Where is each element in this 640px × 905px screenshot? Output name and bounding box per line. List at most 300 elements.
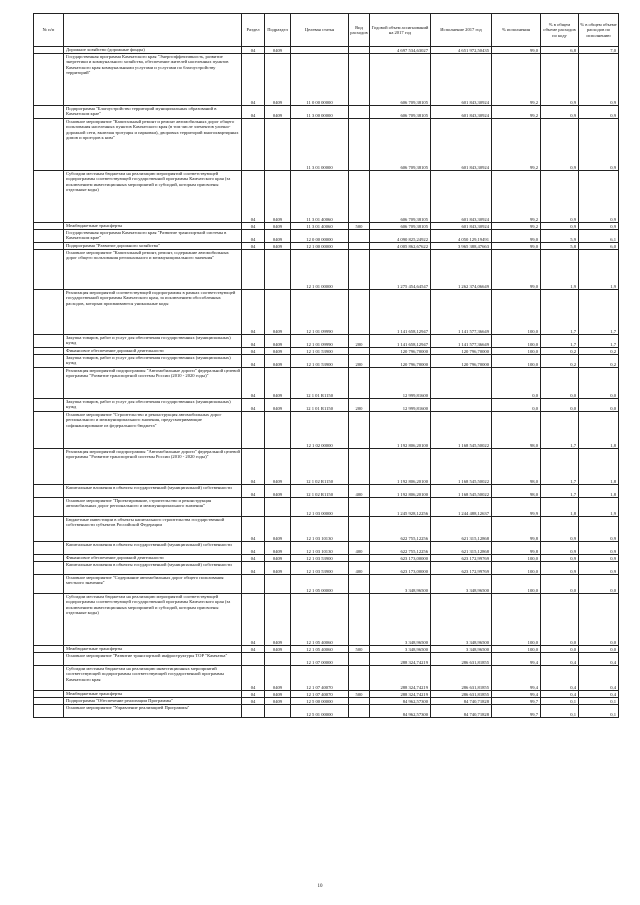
cell-podrazdel — [265, 412, 291, 449]
cell-num — [34, 368, 64, 399]
table-header-row — [34, 14, 619, 47]
cell-share-exec: 6,1 — [579, 230, 619, 243]
cell-share-exec: 0,4 — [579, 691, 619, 698]
cell-name: Подпрограмма "Развитие дорожного хозяйства" — [64, 243, 242, 250]
cell-fact: 1 244 488,12637 — [431, 498, 492, 517]
cell-pct: 100,0 — [492, 355, 541, 368]
cell-csr: 12 1 01 53900 — [291, 355, 349, 368]
cell-name: Основное мероприятие "Капитальный ремонт и ремонт автомобильных дорог общего пользования населенных пунктов Камчатского края (в том числе элементов улично-дорожной сети, включая тротуары и парковки), дворовых территорий многоквартирных домов и проездов к ним" — [64, 119, 242, 171]
cell-csr: 12 1 03 10130 — [291, 542, 349, 555]
cell-podrazdel — [265, 705, 291, 718]
cell-fact: 4 050 129,19491 — [431, 230, 492, 243]
cell-share-exec: 0,0 — [579, 399, 619, 412]
table-row — [34, 646, 619, 653]
cell-name: Основное мероприятие "Проектирование, строительство и реконструкция автомобильных дорог регионального и межмуниципального значения" — [64, 498, 242, 517]
cell-num — [34, 106, 64, 119]
header-name — [64, 14, 242, 47]
cell-podrazdel — [265, 119, 291, 171]
cell-vr — [349, 449, 370, 485]
cell-vr: 200 — [349, 399, 370, 412]
cell-share-total: 1,7 — [541, 485, 579, 498]
cell-share-exec: 0,1 — [579, 698, 619, 705]
cell-vr — [349, 250, 370, 290]
cell-share-exec: 0,0 — [579, 594, 619, 646]
cell-razdel — [242, 705, 265, 718]
cell-razdel: 04 — [242, 171, 265, 223]
cell-num — [34, 646, 64, 653]
cell-plan: 1 275 454,64547 — [370, 250, 431, 290]
cell-razdel: 04 — [242, 517, 265, 542]
cell-pct: 99,4 — [492, 666, 541, 691]
cell-vr: 400 — [349, 485, 370, 498]
cell-razdel: 04 — [242, 368, 265, 399]
cell-plan: 288 324,74219 — [370, 653, 431, 666]
cell-plan: 606 709,38105 — [370, 223, 431, 230]
cell-plan: 606 709,38105 — [370, 54, 431, 106]
cell-num — [34, 399, 64, 412]
cell-name: Основное мероприятие "Капитальный ремонт, ремонт, содержание автомобильных дорог общего пользования регионального и межмуниципального значения" — [64, 250, 242, 290]
cell-num — [34, 485, 64, 498]
cell-num — [34, 594, 64, 646]
cell-podrazdel: 0409 — [265, 646, 291, 653]
header-fact: Исполнение 2017 год — [431, 14, 492, 47]
cell-pct: 99,0 — [492, 47, 541, 54]
cell-plan: 1 245 928,12256 — [370, 498, 431, 517]
cell-vr — [349, 666, 370, 691]
cell-share-total: 0,4 — [541, 691, 579, 698]
cell-csr: 12 1 03 10130 — [291, 517, 349, 542]
cell-share-total: 1,7 — [541, 335, 579, 348]
cell-fact: 84 740,71828 — [431, 705, 492, 718]
cell-vr — [349, 594, 370, 646]
table-body — [34, 47, 619, 718]
cell-csr: 12 1 03 53900 — [291, 555, 349, 562]
cell-razdel: 04 — [242, 594, 265, 646]
cell-plan: 623 173,00000 — [370, 555, 431, 562]
cell-plan: 622 755,12256 — [370, 517, 431, 542]
cell-num — [34, 54, 64, 106]
cell-num — [34, 666, 64, 691]
cell-share-exec: 0,9 — [579, 106, 619, 119]
cell-name: Финансовое обеспечение дорожной деятельности — [64, 555, 242, 562]
cell-num — [34, 517, 64, 542]
cell-csr: 12 1 03 00000 — [291, 498, 349, 517]
header-num: № п/п — [34, 14, 64, 47]
cell-razdel: 04 — [242, 243, 265, 250]
cell-share-exec: 1,8 — [579, 485, 619, 498]
cell-share-total: 0,4 — [541, 666, 579, 691]
cell-vr: 400 — [349, 542, 370, 555]
cell-razdel — [242, 653, 265, 666]
cell-num — [34, 250, 64, 290]
cell-pct: 100,0 — [492, 335, 541, 348]
table-row — [34, 243, 619, 250]
cell-csr: 12 1 07 40070 — [291, 691, 349, 698]
cell-share-total: 0,9 — [541, 54, 579, 106]
cell-csr: 12 1 07 00000 — [291, 653, 349, 666]
table-row — [34, 517, 619, 542]
cell-share-total: 0,9 — [541, 562, 579, 575]
cell-share-exec: 0,9 — [579, 555, 619, 562]
cell-num — [34, 348, 64, 355]
cell-name: Государственная программа Камчатского края "Развитие транспортной системы в Камчатском крае" — [64, 230, 242, 243]
cell-share-total: 0,0 — [541, 594, 579, 646]
cell-name: Закупка товаров, работ и услуг для обеспечения государственных (муниципальных) нужд — [64, 335, 242, 348]
cell-vr — [349, 498, 370, 517]
cell-pct: 99,4 — [492, 691, 541, 698]
cell-fact — [431, 368, 492, 399]
cell-razdel: 04 — [242, 230, 265, 243]
cell-share-exec: 0,9 — [579, 54, 619, 106]
cell-plan: 12 999,81600 — [370, 399, 431, 412]
cell-fact: 601 843,30924 — [431, 119, 492, 171]
cell-share-exec: 0,9 — [579, 562, 619, 575]
cell-razdel: 04 — [242, 223, 265, 230]
cell-pct: 99,0 — [492, 250, 541, 290]
cell-share-exec: 0,2 — [579, 355, 619, 368]
cell-name: Капитальные вложения в объекты государственной (муниципальной) собственности — [64, 485, 242, 498]
cell-pct: 99,8 — [492, 542, 541, 555]
cell-plan: 1 192 806,20100 — [370, 449, 431, 485]
cell-plan: 1 141 658,12947 — [370, 290, 431, 335]
table-row — [34, 449, 619, 485]
cell-podrazdel: 0409 — [265, 517, 291, 542]
cell-vr — [349, 412, 370, 449]
cell-csr: 12 1 02 00000 — [291, 412, 349, 449]
cell-share-exec: 0,1 — [579, 705, 619, 718]
cell-share-total: 0,2 — [541, 355, 579, 368]
cell-share-exec: 0,4 — [579, 653, 619, 666]
cell-share-exec: 1,7 — [579, 290, 619, 335]
cell-podrazdel: 0409 — [265, 54, 291, 106]
cell-csr: 12 1 01 R1150 — [291, 368, 349, 399]
cell-num — [34, 691, 64, 698]
cell-num — [34, 119, 64, 171]
cell-fact: 120 796,70000 — [431, 355, 492, 368]
cell-podrazdel: 0409 — [265, 335, 291, 348]
cell-plan: 12 999,81600 — [370, 368, 431, 399]
cell-name: Подпрограмма "Обеспечение реализации Программы" — [64, 698, 242, 705]
cell-pct: 100,0 — [492, 348, 541, 355]
cell-pct: 100,0 — [492, 594, 541, 646]
cell-fact: 1 141 577,36649 — [431, 335, 492, 348]
cell-vr — [349, 705, 370, 718]
cell-csr: 12 5 01 00000 — [291, 705, 349, 718]
cell-podrazdel: 0409 — [265, 106, 291, 119]
cell-pct: 0,0 — [492, 399, 541, 412]
cell-podrazdel: 0409 — [265, 47, 291, 54]
cell-num — [34, 223, 64, 230]
cell-plan: 84 962,57300 — [370, 705, 431, 718]
cell-num — [34, 653, 64, 666]
cell-fact — [431, 399, 492, 412]
cell-razdel: 04 — [242, 542, 265, 555]
cell-name: Капитальные вложения в объекты государственной (муниципальной) собственности — [64, 562, 242, 575]
cell-fact: 623 172,99769 — [431, 562, 492, 575]
cell-pct: 99,7 — [492, 705, 541, 718]
cell-num — [34, 698, 64, 705]
table-row — [34, 230, 619, 243]
header-podrazdel: Подраздел — [265, 14, 291, 47]
cell-plan: 3 348,96500 — [370, 594, 431, 646]
cell-share-total: 1,9 — [541, 250, 579, 290]
table-row — [34, 250, 619, 290]
cell-csr: 11 3 01 40060 — [291, 223, 349, 230]
cell-podrazdel: 0409 — [265, 290, 291, 335]
cell-share-total: 0,0 — [541, 646, 579, 653]
cell-podrazdel: 0409 — [265, 542, 291, 555]
table-row — [34, 119, 619, 171]
cell-csr: 12 0 00 00000 — [291, 230, 349, 243]
cell-csr: 11 3 00 00000 — [291, 106, 349, 119]
cell-share-total: 1,7 — [541, 412, 579, 449]
cell-fact: 621 315,12868 — [431, 517, 492, 542]
cell-vr — [349, 575, 370, 594]
cell-plan: 120 796,70000 — [370, 355, 431, 368]
cell-vr: 200 — [349, 355, 370, 368]
table-row — [34, 705, 619, 718]
cell-name: Закупка товаров, работ и услуг для обеспечения государственных (муниципальных) нужд — [64, 355, 242, 368]
cell-vr — [349, 54, 370, 106]
cell-name: Капитальные вложения в объекты государственной (муниципальной) собственности — [64, 542, 242, 555]
table-row — [34, 498, 619, 517]
cell-share-total: 0,9 — [541, 517, 579, 542]
cell-vr — [349, 243, 370, 250]
cell-pct: 99,0 — [492, 230, 541, 243]
cell-share-exec: 0,9 — [579, 119, 619, 171]
cell-csr: 12 5 00 00000 — [291, 698, 349, 705]
cell-pct: 100,0 — [492, 555, 541, 562]
cell-vr — [349, 230, 370, 243]
page-number: 10 — [317, 884, 323, 889]
cell-razdel — [242, 575, 265, 594]
cell-share-total: 6,8 — [541, 47, 579, 54]
cell-pct: 98,0 — [492, 449, 541, 485]
cell-share-total: 0,1 — [541, 705, 579, 718]
cell-share-exec: 1,7 — [579, 335, 619, 348]
cell-vr — [349, 47, 370, 54]
cell-fact: 1 168 545,50022 — [431, 485, 492, 498]
cell-name: Субсидии местным бюджетам на реализацию мероприятий соответствующей подпрограммы соответствующей государственной программы Камчатского края (за исключением инвестиционных мероприятий и субсидий, которым присвоены отдельные коды) — [64, 171, 242, 223]
cell-plan: 288 324,74219 — [370, 691, 431, 698]
cell-razdel: 04 — [242, 399, 265, 412]
cell-razdel: 04 — [242, 47, 265, 54]
cell-pct: 98,0 — [492, 412, 541, 449]
table-row — [34, 653, 619, 666]
cell-razdel: 04 — [242, 106, 265, 119]
cell-podrazdel — [265, 653, 291, 666]
cell-fact: 4 651 972,50435 — [431, 47, 492, 54]
cell-pct: 100,0 — [492, 562, 541, 575]
cell-num — [34, 230, 64, 243]
cell-razdel: 04 — [242, 449, 265, 485]
cell-razdel: 04 — [242, 54, 265, 106]
table-row — [34, 691, 619, 698]
cell-name: Межбюджетные трансферты — [64, 691, 242, 698]
cell-razdel — [242, 498, 265, 517]
cell-pct: 99,2 — [492, 119, 541, 171]
cell-podrazdel — [265, 250, 291, 290]
cell-vr — [349, 368, 370, 399]
cell-fact: 286 631,81855 — [431, 691, 492, 698]
cell-pct: 99,8 — [492, 517, 541, 542]
cell-name: Основное мероприятие "Содержание автомобильных дорог общего пользования местного значения" — [64, 575, 242, 594]
cell-podrazdel: 0409 — [265, 399, 291, 412]
cell-csr: 12 1 01 R1150 — [291, 399, 349, 412]
cell-razdel: 04 — [242, 555, 265, 562]
table-row — [34, 54, 619, 106]
cell-csr: 12 1 01 00000 — [291, 250, 349, 290]
cell-vr — [349, 517, 370, 542]
cell-podrazdel: 0409 — [265, 449, 291, 485]
cell-podrazdel: 0409 — [265, 555, 291, 562]
cell-share-exec: 6,0 — [579, 243, 619, 250]
cell-share-total: 0,9 — [541, 171, 579, 223]
cell-podrazdel: 0409 — [265, 368, 291, 399]
cell-csr: 12 1 05 40060 — [291, 646, 349, 653]
table-row — [34, 666, 619, 691]
table-row — [34, 335, 619, 348]
cell-share-exec: 1,9 — [579, 250, 619, 290]
cell-podrazdel — [265, 575, 291, 594]
budget-table — [33, 13, 619, 718]
cell-share-exec: 0,9 — [579, 171, 619, 223]
cell-plan: 3 348,96500 — [370, 646, 431, 653]
cell-share-exec: 0,9 — [579, 517, 619, 542]
cell-vr — [349, 290, 370, 335]
cell-share-exec: 0,4 — [579, 666, 619, 691]
cell-razdel: 04 — [242, 348, 265, 355]
table-row — [34, 47, 619, 54]
cell-name: Государственная программа Камчатского края "Энергоэффективность, развитие энергетики и коммунального хозяйства, обеспечение жителей населенных пунктов Камчатского края коммунальными услугами и услугами по благоустройству территорий" — [64, 54, 242, 106]
cell-razdel — [242, 250, 265, 290]
cell-pct: 99,2 — [492, 54, 541, 106]
cell-plan: 4 005 862,67622 — [370, 243, 431, 250]
cell-name: Бюджетные инвестиции в объекты капитального строительства государственной собственности субъектов Российской Федерации — [64, 517, 242, 542]
cell-plan: 606 709,38105 — [370, 106, 431, 119]
table-row — [34, 399, 619, 412]
header-csr: Целевая статья — [291, 14, 349, 47]
cell-razdel: 04 — [242, 290, 265, 335]
cell-num — [34, 562, 64, 575]
cell-share-total: 0,0 — [541, 399, 579, 412]
cell-pct: 98,0 — [492, 485, 541, 498]
cell-plan: 622 755,12256 — [370, 542, 431, 555]
cell-share-exec: 0,9 — [579, 542, 619, 555]
cell-fact: 601 843,30924 — [431, 171, 492, 223]
cell-plan: 84 962,57300 — [370, 698, 431, 705]
cell-fact: 286 631,81855 — [431, 653, 492, 666]
cell-fact: 623 172,99769 — [431, 555, 492, 562]
cell-share-total: 0,1 — [541, 698, 579, 705]
cell-podrazdel — [265, 498, 291, 517]
cell-share-exec: 7,0 — [579, 47, 619, 54]
cell-num — [34, 542, 64, 555]
cell-plan: 1 192 806,20100 — [370, 485, 431, 498]
cell-razdel: 04 — [242, 698, 265, 705]
cell-pct: 99,9 — [492, 498, 541, 517]
cell-podrazdel: 0409 — [265, 666, 291, 691]
cell-name: Дорожное хозяйство (дорожные фонды) — [64, 47, 242, 54]
cell-num — [34, 243, 64, 250]
cell-pct: 99,4 — [492, 653, 541, 666]
cell-csr: 12 1 02 R1150 — [291, 449, 349, 485]
table-row — [34, 290, 619, 335]
cell-razdel: 04 — [242, 485, 265, 498]
cell-name: Основное мероприятие "Развитие транспортной инфраструктуры ТОР "Камчатка" — [64, 653, 242, 666]
cell-fact: 601 843,30924 — [431, 54, 492, 106]
cell-plan: 606 709,38105 — [370, 119, 431, 171]
table-row — [34, 485, 619, 498]
cell-plan: 3 348,96500 — [370, 575, 431, 594]
cell-razdel: 04 — [242, 666, 265, 691]
cell-num — [34, 705, 64, 718]
header-plan: Годовой объем ассигнований на 2017 год — [370, 14, 431, 47]
cell-csr: 12 1 01 53900 — [291, 348, 349, 355]
cell-name: Субсидии местным бюджетам на реализацию инвестиционных мероприятий соответствующей подпрограммы соответствующей государственной программы Камчатского края — [64, 666, 242, 691]
cell-vr: 500 — [349, 691, 370, 698]
cell-podrazdel: 0409 — [265, 698, 291, 705]
cell-vr — [349, 119, 370, 171]
table-row — [34, 555, 619, 562]
cell-csr: 11 0 00 00000 — [291, 54, 349, 106]
table-row — [34, 594, 619, 646]
cell-pct: 99,7 — [492, 698, 541, 705]
table-row — [34, 412, 619, 449]
cell-csr: 12 1 01 09990 — [291, 290, 349, 335]
cell-razdel: 04 — [242, 646, 265, 653]
cell-share-total: 5,9 — [541, 230, 579, 243]
cell-podrazdel: 0409 — [265, 691, 291, 698]
cell-podrazdel: 0409 — [265, 230, 291, 243]
cell-pct: 99,2 — [492, 223, 541, 230]
cell-razdel: 04 — [242, 355, 265, 368]
cell-fact: 601 843,30924 — [431, 106, 492, 119]
table-row — [34, 368, 619, 399]
cell-vr — [349, 348, 370, 355]
cell-name: Основное мероприятие "Управление реализацией Программы" — [64, 705, 242, 718]
cell-fact: 601 843,30924 — [431, 223, 492, 230]
cell-fact: 3 348,96500 — [431, 646, 492, 653]
cell-podrazdel: 0409 — [265, 594, 291, 646]
cell-razdel — [242, 412, 265, 449]
cell-razdel: 04 — [242, 691, 265, 698]
cell-csr: 12 1 03 53900 — [291, 562, 349, 575]
table-row — [34, 106, 619, 119]
cell-share-total: 0,9 — [541, 223, 579, 230]
cell-fact: 3 965 388,47663 — [431, 243, 492, 250]
cell-pct: 0,0 — [492, 368, 541, 399]
cell-plan: 120 796,70000 — [370, 348, 431, 355]
cell-pct: 99,0 — [492, 243, 541, 250]
table-row — [34, 223, 619, 230]
cell-num — [34, 498, 64, 517]
cell-fact: 1 168 545,50022 — [431, 449, 492, 485]
cell-share-exec: 0,0 — [579, 646, 619, 653]
cell-num — [34, 412, 64, 449]
cell-name: Закупка товаров, работ и услуг для обеспечения государственных (муниципальных) нужд — [64, 399, 242, 412]
cell-name: Субсидии местным бюджетам на реализацию мероприятий соответствующей подпрограммы соответствующей государственной программы Камчатского края (за исключением инвестиционных мероприятий и субсидий, которым присвоены отдельные коды) — [64, 594, 242, 646]
cell-vr — [349, 555, 370, 562]
cell-plan: 4 697 534,63027 — [370, 47, 431, 54]
cell-plan: 1 141 658,12947 — [370, 335, 431, 348]
header-share-exec: % в общем объеме расходов по исполнению — [579, 14, 619, 47]
cell-name: Реализация мероприятий соответствующей подпрограммы в рамках соответствующей государственной программы Камчатского края, за исключением обособленных расходов, которым присваиваются уникальные коды — [64, 290, 242, 335]
cell-fact: 1 168 545,50022 — [431, 412, 492, 449]
cell-plan: 623 173,00000 — [370, 562, 431, 575]
cell-razdel: 04 — [242, 335, 265, 348]
cell-fact: 1 262 374,06649 — [431, 250, 492, 290]
